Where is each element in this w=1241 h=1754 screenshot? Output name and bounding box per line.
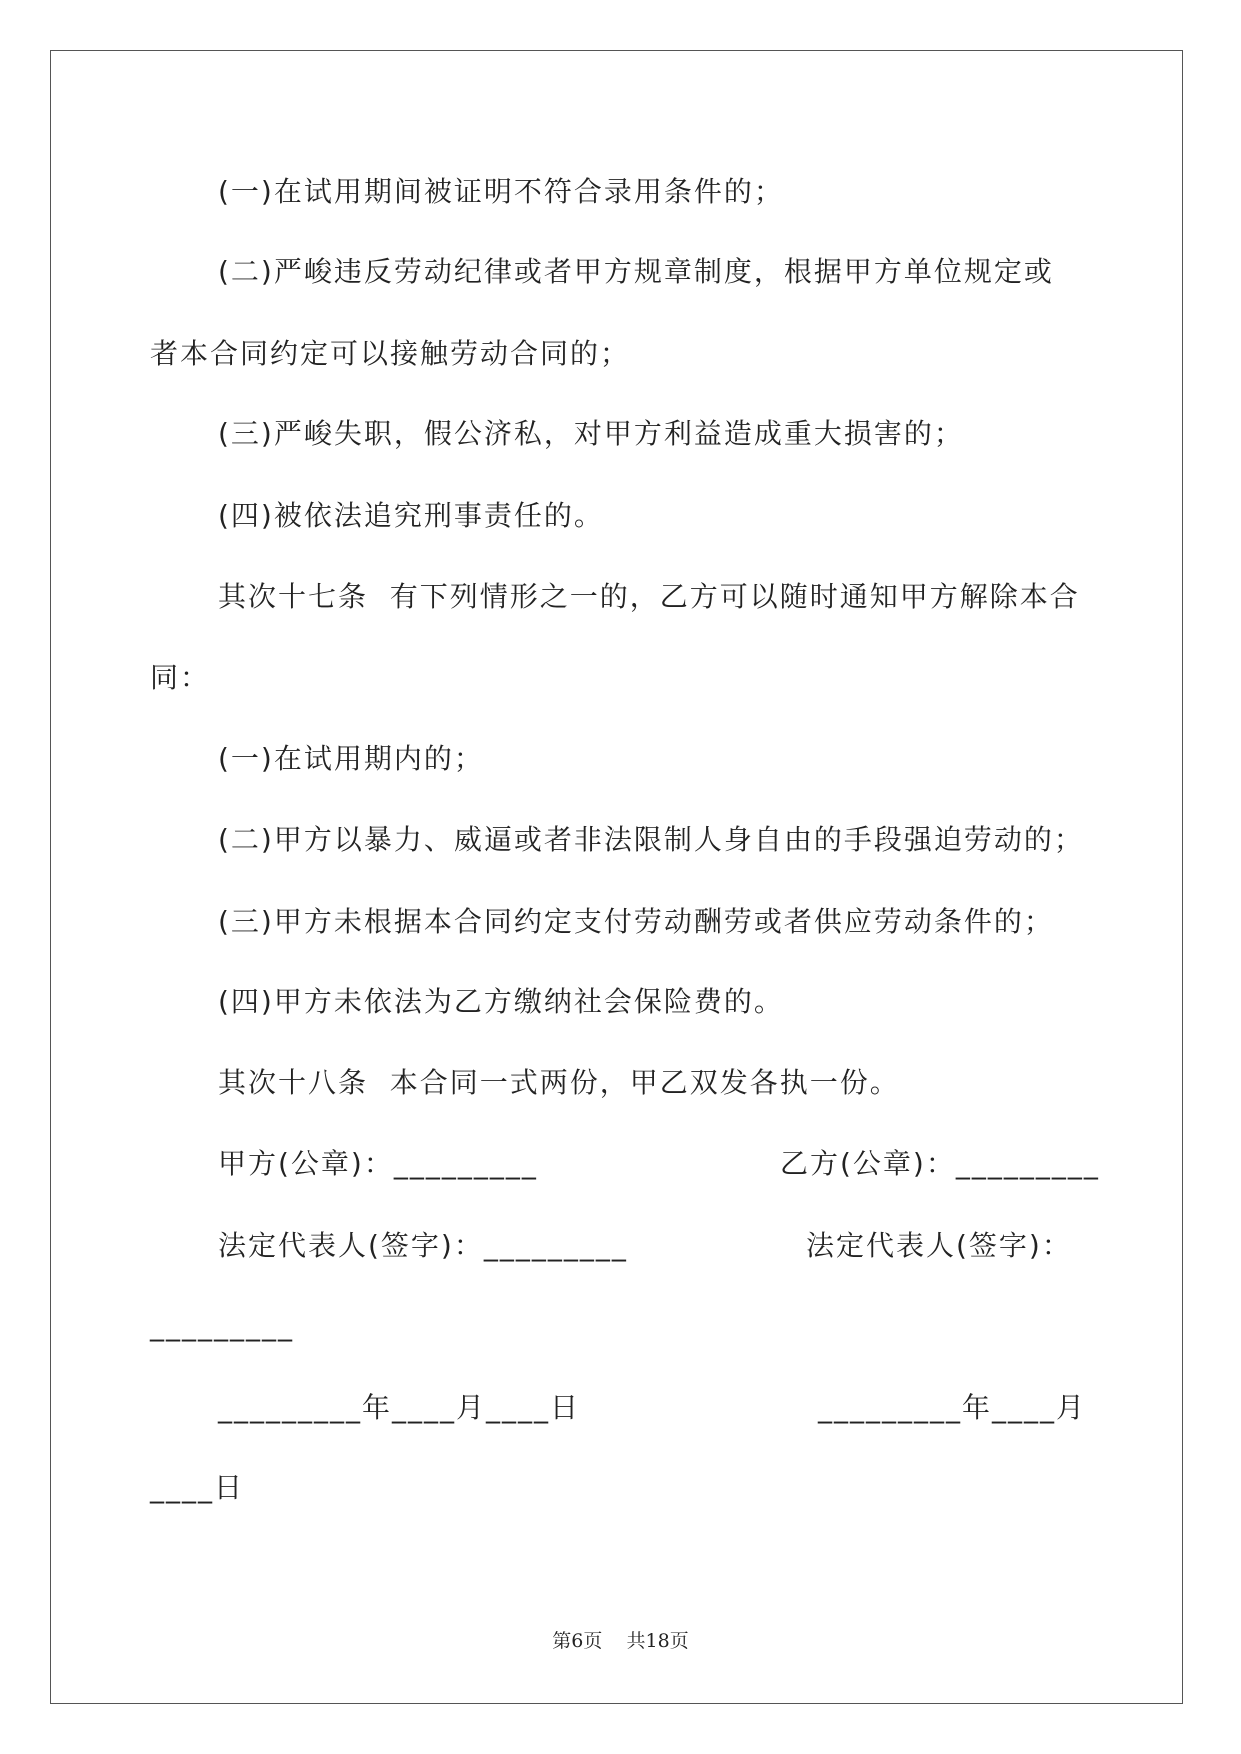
party-a-representative: 法定代表人(签字)：_________ bbox=[218, 1229, 628, 1262]
party-a-date: _________年____月____日 bbox=[218, 1391, 581, 1424]
paragraph-line: 同： bbox=[150, 661, 211, 694]
paragraph-line: 者本合同约定可以接触劳动合同的； bbox=[150, 337, 631, 370]
party-a-seal: 甲方(公章)：_________ bbox=[218, 1147, 538, 1180]
paragraph-line: (二)严峻违反劳动纪律或者甲方规章制度，根据甲方单位规定或 bbox=[218, 255, 1054, 288]
party-b-seal: 乙方(公章)：_________ bbox=[780, 1147, 1100, 1180]
paragraph-line: (四)甲方未依法为乙方缴纳社会保险费的。 bbox=[218, 985, 784, 1018]
party-b-date-day: ____日 bbox=[150, 1471, 245, 1504]
paragraph-line: (三)严峻失职，假公济私，对甲方利益造成重大损害的； bbox=[218, 417, 964, 450]
paragraph-line: (一)在试用期内的； bbox=[218, 742, 484, 775]
paragraph-line: (二)甲方以暴力、威逼或者非法限制人身自由的手段强迫劳动的； bbox=[218, 823, 1084, 856]
page-footer: 第6页 共18页 bbox=[552, 1630, 689, 1652]
party-b-representative-blank: _________ bbox=[150, 1309, 294, 1342]
page-frame bbox=[50, 50, 1183, 1704]
paragraph-line: 其次十八条 本合同一式两份，甲乙双发各执一份。 bbox=[218, 1066, 900, 1099]
party-b-representative: 法定代表人(签字)： bbox=[806, 1229, 1072, 1262]
party-b-date: _________年____月 bbox=[818, 1391, 1087, 1424]
paragraph-line: (三)甲方未根据本合同约定支付劳动酬劳或者供应劳动条件的； bbox=[218, 905, 1054, 938]
paragraph-line: 其次十七条 有下列情形之一的，乙方可以随时通知甲方解除本合 bbox=[218, 580, 1080, 613]
paragraph-line: (四)被依法追究刑事责任的。 bbox=[218, 499, 604, 532]
paragraph-line: (一)在试用期间被证明不符合录用条件的； bbox=[218, 175, 784, 208]
